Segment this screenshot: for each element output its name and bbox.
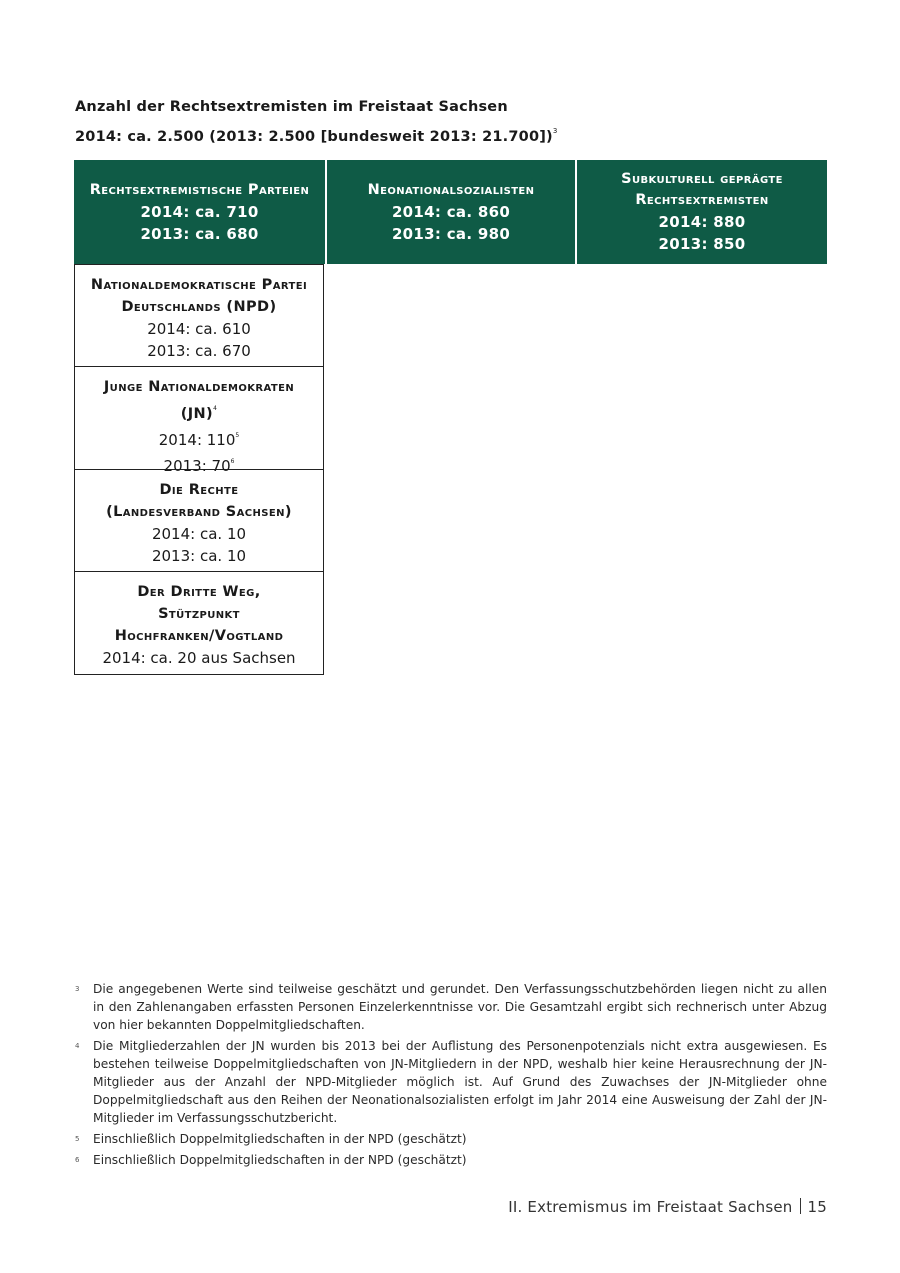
footer-divider bbox=[800, 1198, 801, 1214]
party-box-npd bbox=[74, 264, 324, 367]
party-name-line-1: Nationaldemokratische Partei bbox=[90, 277, 308, 293]
party-box-dritte-weg bbox=[74, 572, 324, 675]
party-name-line-3: Hochfranken/Vogtland bbox=[114, 628, 284, 644]
footnote-number: 6 bbox=[75, 1156, 80, 1164]
category-right-wing-parties bbox=[74, 160, 325, 264]
footnote-text: Die Mitgliederzahlen der JN wurden bis 2013 bei der Auflistung des Personenpotenzials nicht extra ausgewiesen. Es bestehen teilweise Doppelmitgliedschaften von JN-Mitgliedern in der NPD, weshalb hier keine Herausrechnung der JN-Mitglieder aus der Anzahl der NPD-Mitglieder möglich ist. Auf Grund des Zuwachses der JN-Mitglieder ohne Doppelmitgliedschaft aus den Reihen der Neonationalsozialisten erfolgt im Jahr 2014 eine Ausweisung der Zahl der JN-Mitglieder im Verfassungsschutzbericht. bbox=[93, 1039, 827, 1125]
page-heading bbox=[75, 95, 558, 149]
footnotes bbox=[75, 980, 827, 1172]
category-title: Rechtsextremistische Parteien bbox=[89, 181, 310, 198]
footnote-number: 4 bbox=[75, 1042, 80, 1050]
page-footer bbox=[508, 1198, 827, 1216]
footnote bbox=[75, 1130, 827, 1148]
party-value-2013: 2013: 70$^6$ bbox=[163, 457, 235, 475]
party-name-line-1: Der Dritte Weg, bbox=[137, 584, 261, 600]
footnote bbox=[75, 1037, 827, 1127]
footnote bbox=[75, 1151, 827, 1169]
footer-section-title: II. Extremismus im Freistaat Sachsen bbox=[508, 1198, 793, 1216]
category-value-2013: 2013: ca. 980 bbox=[391, 224, 511, 243]
heading-line-1: Anzahl der Rechtsextremisten im Freistaat Sachsen bbox=[75, 99, 508, 115]
category-title: Neonationalsozialisten bbox=[367, 181, 535, 198]
party-value-2014: 2014: ca. 20 aus Sachsen bbox=[102, 649, 296, 667]
party-name-line-1: Junge Nationaldemokraten bbox=[103, 379, 295, 395]
party-name-line-2: Stützpunkt bbox=[158, 606, 240, 622]
category-value-2014: 2014: ca. 860 bbox=[391, 202, 511, 221]
category-value-2013: 2013: 850 bbox=[658, 235, 746, 253]
category-title-line-1: Subkulturell geprägte bbox=[621, 171, 783, 187]
page-number: 15 bbox=[807, 1198, 827, 1216]
party-name-line-2: (Landesverband Sachsen) bbox=[106, 504, 292, 520]
footnote-number: 5 bbox=[75, 1135, 80, 1143]
party-value-2013: 2013: ca. 670 bbox=[147, 342, 251, 360]
party-value-2013: 2013: ca. 10 bbox=[151, 547, 247, 565]
party-value-2014: 2014: ca. 10 bbox=[151, 525, 247, 543]
footnote-ref: 6 bbox=[230, 458, 235, 465]
footnote-text: Die angegebenen Werte sind teilweise geschätzt und gerundet. Den Verfassungsschutzbehörden liegen nicht zu allen in den Zahlenangaben erfassten Personen Einzelerkenntnisse vor. Die Gesamtzahl ergibt sich rechnerisch unter Abzug von hier bekannten Doppelmitgliedschaften. bbox=[93, 982, 827, 1032]
footnote bbox=[75, 980, 827, 1034]
party-box-jn bbox=[74, 367, 324, 475]
footnote-text: Einschließlich Doppelmitgliedschaften in der NPD (geschätzt) bbox=[93, 1132, 467, 1146]
category-title-line-2: Rechtsextremisten bbox=[635, 192, 769, 208]
party-name-line-2: (JN)$^4$ bbox=[180, 405, 218, 422]
category-neo-nazis bbox=[327, 160, 575, 264]
footnote-number: 3 bbox=[75, 985, 80, 993]
category-value-2014: 2014: 880 bbox=[658, 213, 746, 231]
party-value-2014: 2014: 110$^5$ bbox=[158, 431, 240, 449]
heading-line-2: 2014: ca. 2.500 (2013: 2.500 [bundesweit 2013: 21.700])$^3$ bbox=[75, 127, 558, 145]
category-value-2013: 2013: ca. 680 bbox=[140, 224, 259, 243]
category-value-2014: 2014: ca. 710 bbox=[140, 202, 259, 221]
footnote-text: Einschließlich Doppelmitgliedschaften in der NPD (geschätzt) bbox=[93, 1153, 467, 1167]
footnote-ref: 5 bbox=[235, 432, 240, 439]
party-name-line-1: Die Rechte bbox=[159, 482, 239, 498]
party-value-2014: 2014: ca. 610 bbox=[147, 320, 251, 338]
footnote-ref: 4 bbox=[213, 405, 218, 412]
party-box-die-rechte bbox=[74, 470, 324, 572]
footnote-ref: 3 bbox=[552, 127, 558, 135]
party-name-line-2: Deutschlands (NPD) bbox=[121, 299, 277, 315]
category-subcultural bbox=[577, 160, 827, 264]
